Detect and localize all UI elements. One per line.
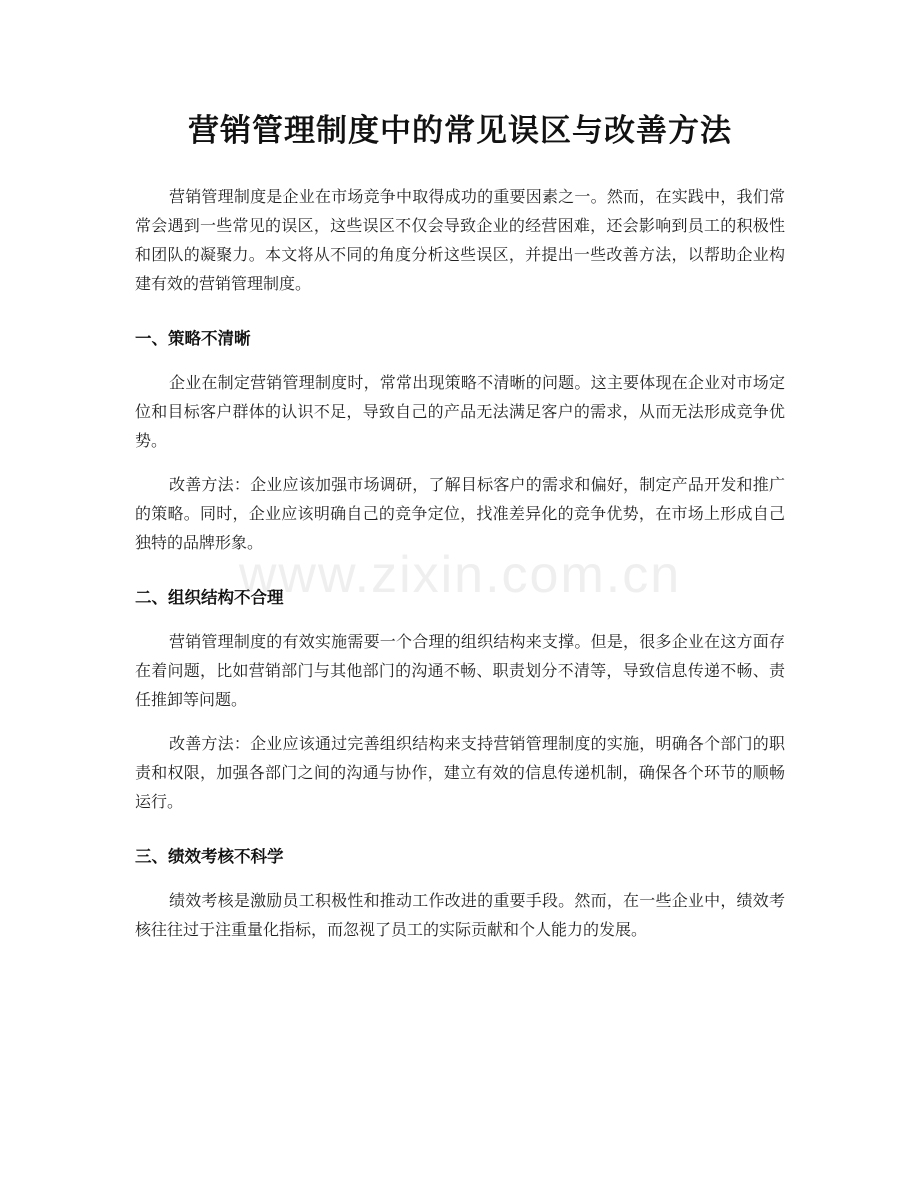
document-title: 营销管理制度中的常见误区与改善方法 (188, 113, 732, 149)
section-problem-strategy: 企业在制定营销管理制度时，常常出现策略不清晰的问题。这主要体现在企业对市场定位和目标客户群体的认识不足，导致自己的产品无法满足客户的需求，从而无法形成竞争优势。 (135, 373, 785, 450)
section-solution-organization: 改善方法：企业应该通过完善组织结构来支持营销管理制度的实施，明确各个部门的职责和权限，加强各部门之间的沟通与协作，建立有效的信息传递机制，确保各个环节的顺畅运行。 (135, 734, 785, 811)
spacer (135, 298, 785, 324)
spacer (135, 353, 785, 368)
watermark: www.zixin.com.cn (238, 546, 682, 604)
section-heading-organization: 二、组织结构不合理 (135, 588, 284, 607)
spacer (135, 557, 785, 583)
spacer (135, 871, 785, 886)
intro-paragraph: 营销管理制度是企业在市场竞争中取得成功的重要因素之一。然而，在实践中，我们常常会遇到一些常见的误区，这些误区不仅会导致企业的经营困难，还会影响到员工的积极性和团队的凝聚力。本文将从不同的角度分析这些误区，并提出一些改善方法，以帮助企业构建有效的营销管理制度。 (135, 187, 785, 293)
section-problem-performance: 绩效考核是激励员工积极性和推动工作改进的重要手段。然而，在一些企业中，绩效考核往往过于注重量化指标，而忽视了员工的实际贡献和个人能力的发展。 (135, 891, 785, 939)
section-problem-organization: 营销管理制度的有效实施需要一个合理的组织结构来支撑。但是，很多企业在这方面存在着问题，比如营销部门与其他部门的沟通不畅、职责划分不清等，导致信息传递不畅、责任推卸等问题。 (135, 632, 785, 709)
section-heading-performance: 三、绩效考核不科学 (135, 847, 284, 866)
spacer (135, 612, 785, 627)
section-heading-strategy: 一、策略不清晰 (135, 329, 251, 348)
section-solution-strategy: 改善方法：企业应该加强市场调研，了解目标客户的需求和偏好，制定产品开发和推广的策略。同时，企业应该明确自己的竞争定位，找准差异化的竞争优势，在市场上形成自己独特的品牌形象。 (135, 475, 785, 552)
spacer (135, 455, 785, 470)
spacer (135, 714, 785, 729)
document-body (135, 182, 785, 944)
spacer (135, 816, 785, 842)
